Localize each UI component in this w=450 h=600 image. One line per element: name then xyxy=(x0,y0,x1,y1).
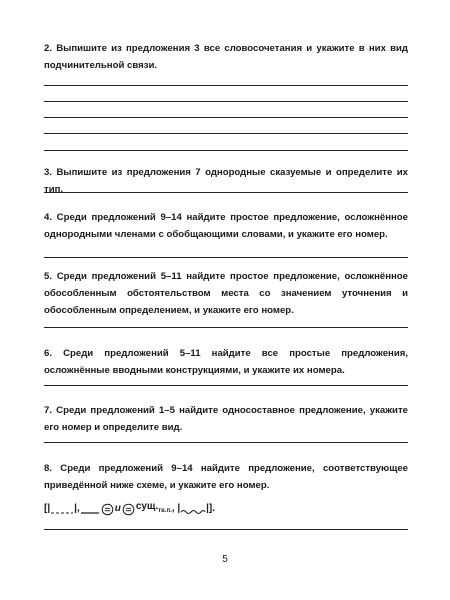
answer-line xyxy=(44,192,408,193)
noun-label: $сущ._{тв.п.}$ xyxy=(135,501,172,514)
wavy-line-mark xyxy=(180,503,206,515)
answer-line xyxy=(44,257,408,258)
scheme-comma: |, xyxy=(74,503,80,514)
task-5: 5. Среди предложений 5–11 найдите простое предложение, осложнённое обособленным обстоятельством места со значением уточнения и обособленным определением, и укажите его номер. xyxy=(44,271,408,316)
answer-line xyxy=(44,117,408,118)
answer-line xyxy=(44,133,408,134)
sentence-scheme xyxy=(44,500,215,518)
answer-line xyxy=(44,150,408,151)
task-4: 4. Среди предложений 9–14 найдите простое предложение, осложнённое однородными членами с обобщающими словами, и укажите его номер. xyxy=(44,212,408,240)
answer-line xyxy=(44,101,408,102)
answer-line xyxy=(44,442,408,443)
task-8: 8. Среди предложений 9–14 найдите предложение, соответствующее приведённой ниже схеме, и укажите его номер. xyxy=(44,463,408,491)
circle-equals-icon xyxy=(100,503,115,516)
circle-equals-icon xyxy=(121,503,136,516)
task-6: 6. Среди предложений 5–11 найдите все простые предложения, осложнённые вводными конструкциями, и укажите их номера. xyxy=(44,348,408,376)
answer-line xyxy=(44,529,408,530)
task-7: 7. Среди предложений 1–5 найдите односоставное предложение, укажите его номер и определите вид. xyxy=(44,405,408,433)
subject-mark xyxy=(50,503,74,515)
answer-line xyxy=(44,385,408,386)
blank-line xyxy=(80,503,100,515)
scheme-open: [| xyxy=(44,503,51,514)
answer-line xyxy=(44,85,408,86)
conjunction-i: и xyxy=(114,503,121,514)
scheme-comma: , | xyxy=(171,503,181,514)
scheme-close: |]. xyxy=(206,503,216,514)
task-2: 2. Выпишите из предложения 3 все словосочетания и укажите в них вид подчинительной связи. xyxy=(44,43,408,71)
noun-case-subscript: тв.п. xyxy=(158,508,172,514)
page-number: 5 xyxy=(222,554,228,565)
task-3: 3. Выпишите из предложения 7 однородные сказуемые и определите их тип. xyxy=(44,167,408,195)
answer-line xyxy=(44,327,408,328)
